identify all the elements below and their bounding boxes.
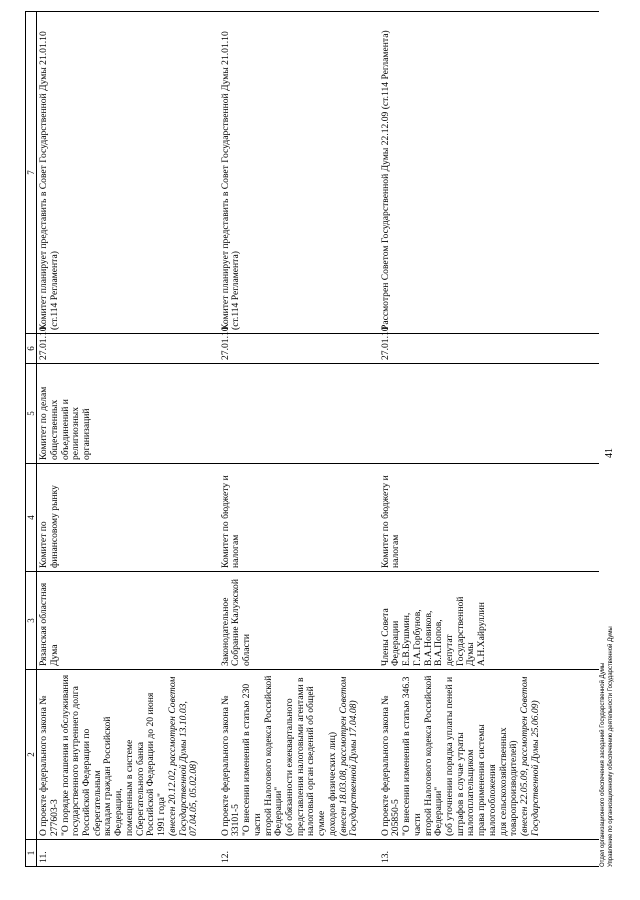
row-number: 12.	[219, 840, 379, 867]
column-header: 5	[26, 364, 37, 464]
bill-title: О проекте федерального закона № 205850-5 "О внесении изменений в статью 346.3 части второй Налогового кодекса Российской Федерации" (об уточнении порядка уплаты пеней и штрафов в случае утраты налогоплательщиком права применения системы налогообложения для сельскохозяйственных товаропроизводителей) (внесен 22.05.09, рассмотрен Советом Государственной Думы 25.06.09)	[379, 670, 599, 840]
co-committee	[379, 364, 599, 464]
bill-note: (внесен 22.05.09, рассмотрен Советом Государственной Думы 25.06.09)	[519, 676, 541, 836]
status: Рассмотрен Советом Государственной Думы 22.12.09 (ст.114 Регламента)	[379, 12, 599, 334]
bill-note: (внесен 18.03.08, рассмотрен Советом Государственной Думы 17.04.08)	[337, 676, 360, 836]
status: Комитет планирует представить в Совет Государственной Думы 21.01.10 (ст.114 Регламента)	[37, 12, 219, 334]
column-header: 3	[26, 572, 37, 670]
initiator: Рязанская областная Дума	[37, 572, 219, 670]
responsible-committee: Комитет по бюджету и налогам	[219, 464, 379, 572]
column-header: 2	[26, 670, 37, 840]
plan-date: 27.01.10	[379, 334, 599, 364]
footer-line: Управление по организационному обеспечению деятельности Государственной Думы	[607, 626, 614, 867]
footer-line: Отдел организационного обеспечения заседаний Государственной Думы	[600, 662, 606, 867]
page-number: 41	[604, 448, 615, 458]
column-header: 6	[26, 334, 37, 364]
bill-note: (внесен 20.12.02, рассмотрен Советом Государственной Думы 13.10.03, 07.04.05, 05.02.08)	[166, 676, 200, 836]
table-row	[219, 12, 379, 867]
responsible-committee: Комитет по бюджету и налогам	[379, 464, 599, 572]
status: Комитет планирует представить в Совет Государственной Думы 21.01.10 (ст.114 Регламента)	[219, 12, 379, 334]
co-committee	[219, 364, 379, 464]
co-committee: Комитет по делам общественных объединений и религиозных организаций	[37, 364, 219, 464]
column-header: 4	[26, 464, 37, 572]
column-header: 1	[26, 840, 37, 867]
column-header: 7	[26, 12, 37, 334]
table-row	[37, 12, 219, 867]
bill-title: О проекте федерального закона № 277603-3 "О порядке погашения и обслуживания государственного внутреннего долга Российской Федерации по сберегательным вкладам граждан Российской Федерации, помещенным в системе Сберегательного банка Российской Федерации до 20 июня 1991 года" (внесен 20.12.02, рассмотрен Советом Государственной Думы 13.10.03, 07.04.05, 05.02.08)	[37, 670, 219, 840]
row-number: 13.	[379, 840, 599, 867]
responsible-committee: Комитет по финансовому рынку	[37, 464, 219, 572]
plan-date: 27.01.10	[37, 334, 219, 364]
column-number-row	[26, 12, 37, 867]
initiator: Законодательное Собрание Калужской области	[219, 572, 379, 670]
page-footer	[600, 626, 616, 867]
plan-date: 27.01.10	[219, 334, 379, 364]
bills-table	[25, 11, 599, 867]
row-number: 11.	[37, 840, 219, 867]
bill-title: О проекте федерального закона № 33101-5 "О внесении изменений в статью 230 части второй Налогового кодекса Российской Федерации" (об обязанности ежеквартального представления налоговыми агентами в налоговый орган сведений об общей сумме доходов физических лиц) (внесен 18.03.08, рассмотрен Советом Государственной Думы 17.04.08)	[219, 670, 379, 840]
initiator: Члены Совета Федерации Е.В.Бушмин, Г.А.Горбунов, В.А.Новиков, В.А.Попов, депутат Государственной Думы А.Н.Хайруллин	[379, 572, 599, 670]
table-row	[379, 12, 599, 867]
